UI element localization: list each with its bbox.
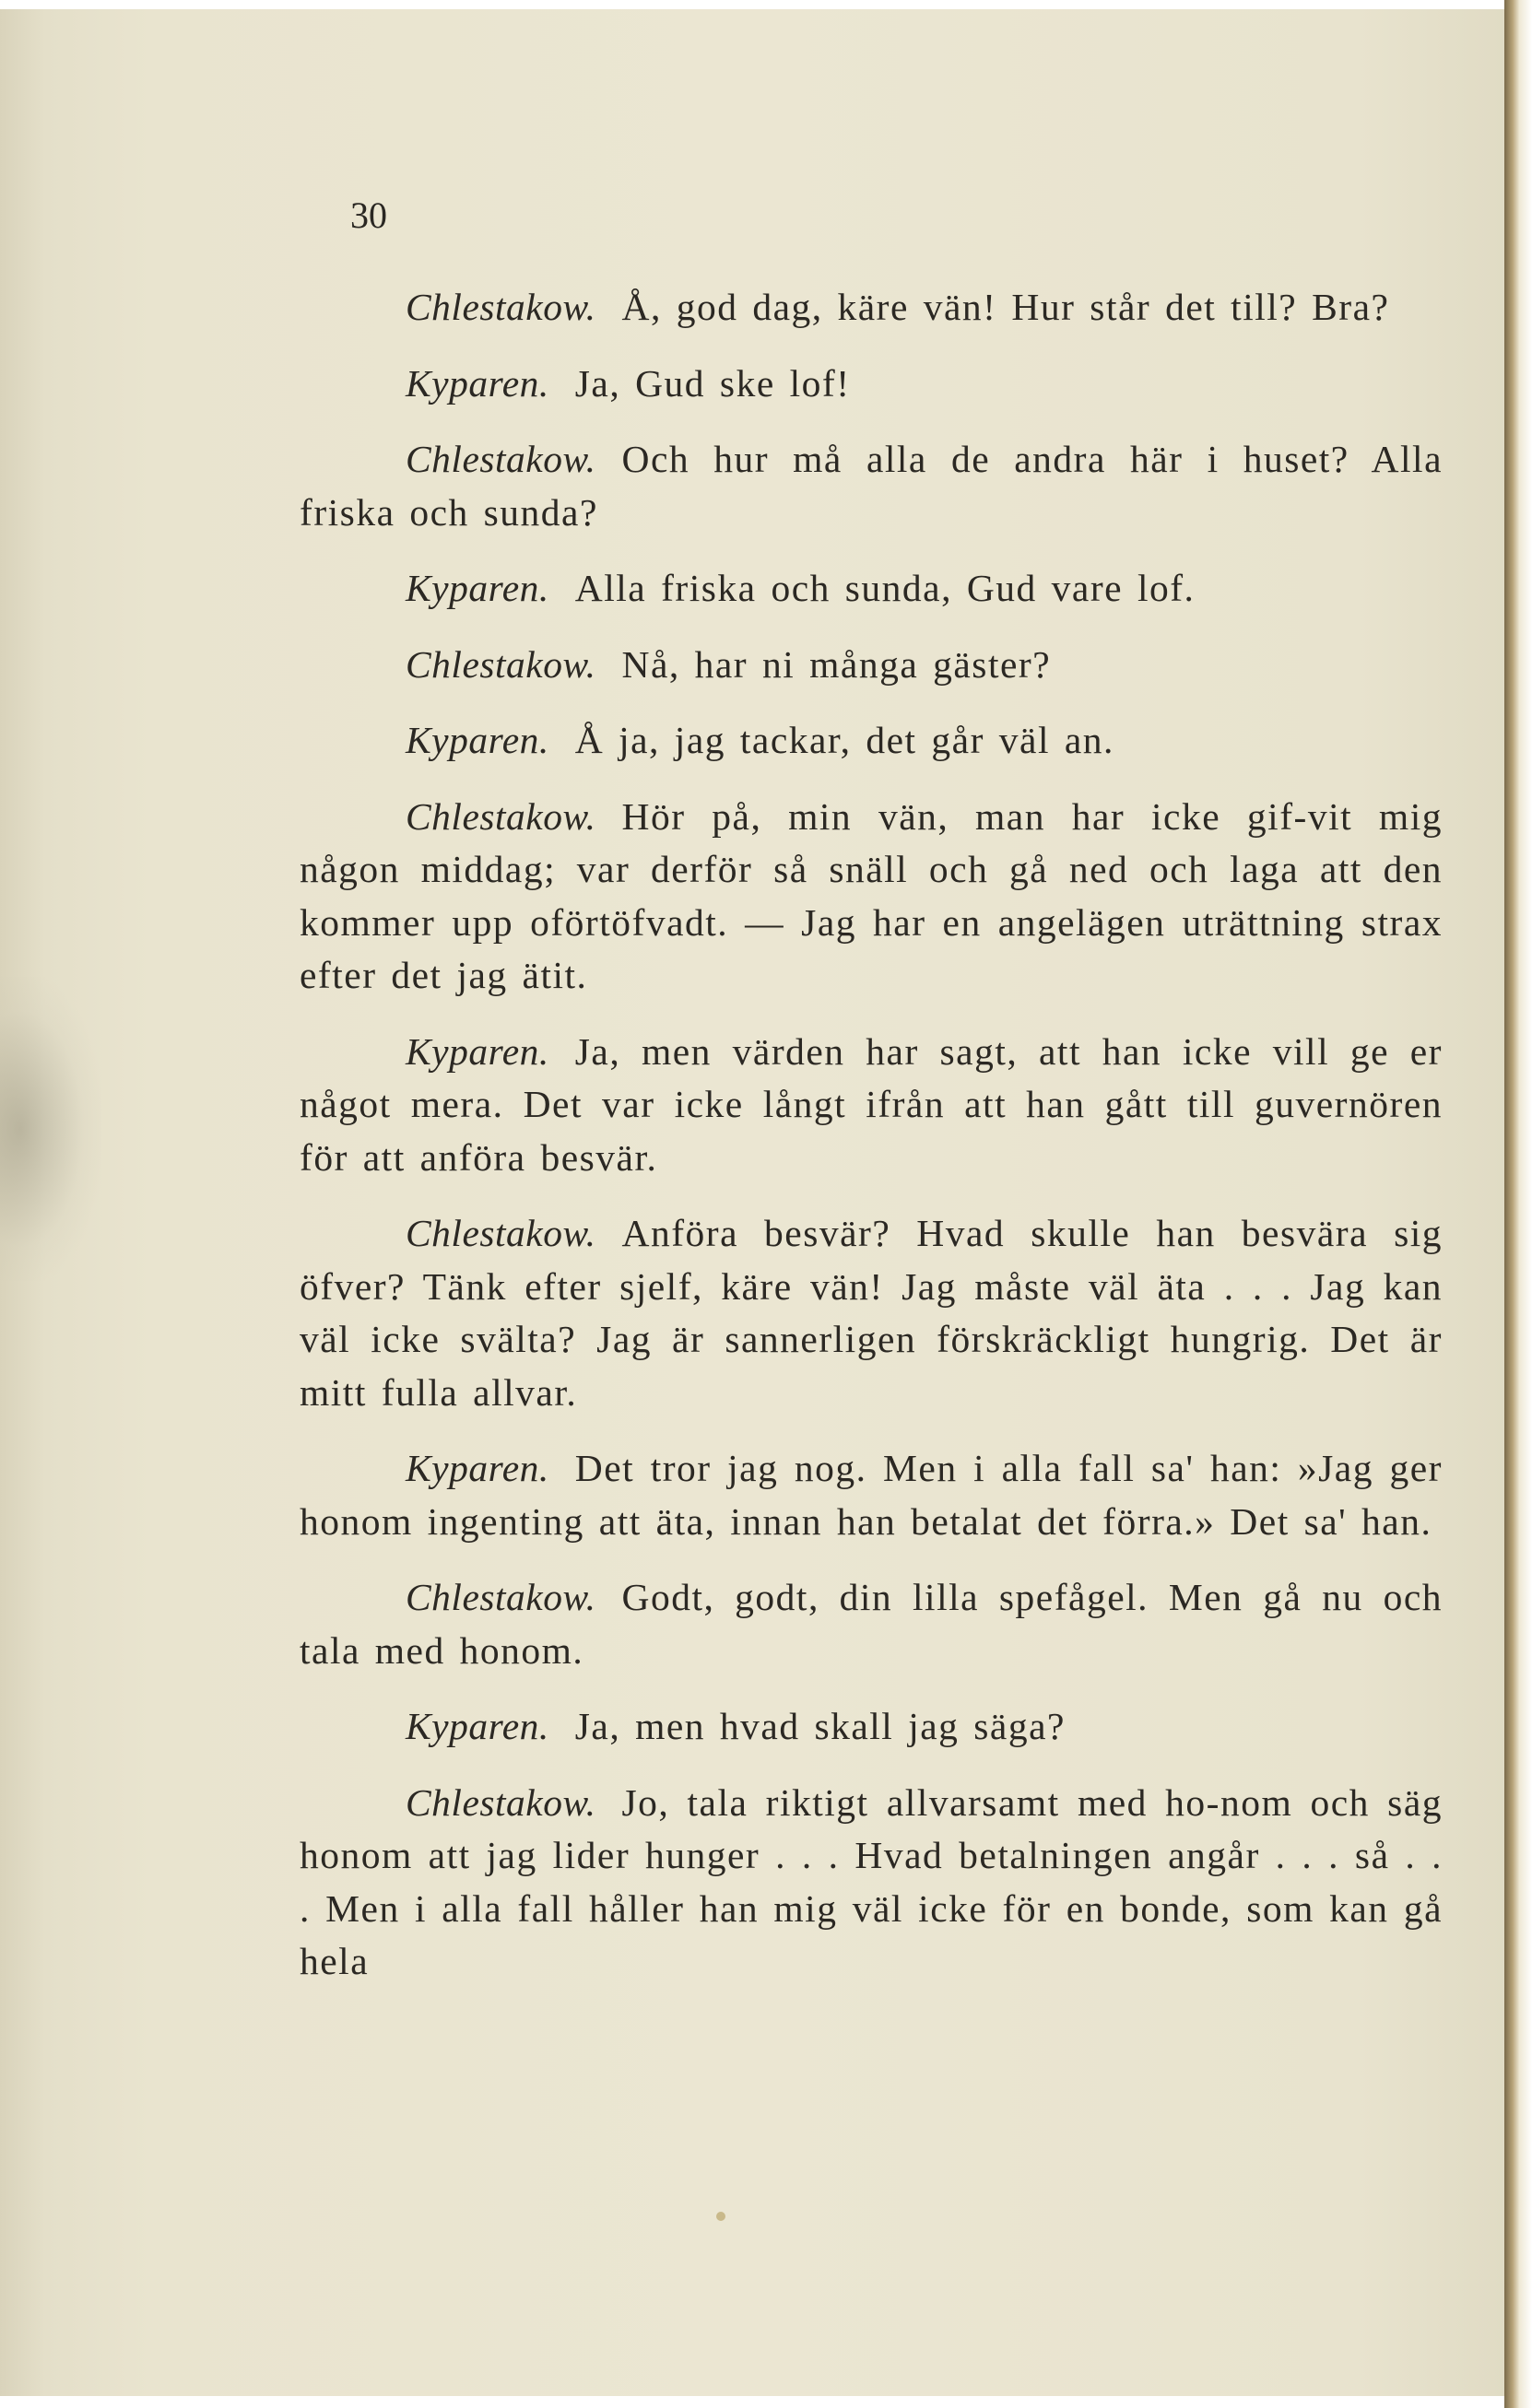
speech-text: Jo, tala riktigt allvarsamt med ho-nom och säg honom att jag lider hunger . . . Hvad betalningen angår . . . så . . . Men i alla fall håller han mig väl icke för en bonde, som kan gå hela <box>300 1780 1443 1982</box>
dialogue-line <box>300 639 1443 692</box>
dialogue-line <box>300 1442 1443 1548</box>
dialogue-line <box>300 1026 1443 1185</box>
speech-text: Godt, godt, din lilla spefågel. Men gå nu och tala med honom. <box>300 1576 1443 1672</box>
page-fold-shadow <box>0 977 101 1281</box>
speaker-name: Chlestakow. <box>406 438 596 480</box>
speech-text: Alla friska och sunda, Gud vare lof. <box>574 567 1196 609</box>
page-text <box>300 281 1443 2012</box>
speaker-name: Kyparen. <box>406 1705 549 1747</box>
speaker-name: Chlestakow. <box>406 1780 596 1824</box>
speech-text: Och hur må alla de andra här i huset? Alla friska och sunda? <box>300 438 1443 534</box>
speech-text: Det tror jag nog. Men i alla fall sa' han: »Jag ger honom ingenting att äta, innan han betalat det förra.» Det sa' han. <box>300 1447 1443 1543</box>
page-number: 30 <box>350 194 387 236</box>
dialogue-line <box>300 791 1443 1003</box>
page-edge <box>1504 0 1532 2408</box>
speaker-name: Chlestakow. <box>406 1576 596 1618</box>
dialogue-line <box>300 1700 1443 1754</box>
speaker-name: Kyparen. <box>406 1447 549 1489</box>
speaker-name: Kyparen. <box>406 719 549 761</box>
dialogue-line <box>300 1207 1443 1419</box>
dialogue-line <box>300 714 1443 768</box>
speaker-name: Chlestakow. <box>406 286 596 328</box>
dialogue-line <box>300 1571 1443 1677</box>
dialogue-line <box>300 281 1443 335</box>
speech-text: Ja, men hvad skall jag säga? <box>574 1705 1066 1747</box>
speaker-name: Chlestakow. <box>406 794 596 838</box>
speaker-name: Chlestakow. <box>406 1212 596 1254</box>
speech-text: Anföra besvär? Hvad skulle han besvära sig öfver? Tänk efter sjelf, käre vän! Jag måste väl äta . . . Jag kan väl icke svälta? Jag är sannerligen förskräckligt hungrig. Det är mitt fulla allvar. <box>300 1212 1443 1414</box>
speaker-name: Kyparen. <box>406 567 549 609</box>
speech-text: Å ja, jag tackar, det går väl an. <box>574 719 1114 761</box>
speech-text: Hör på, min vän, man har icke gif-vit mig någon middag; var derför så snäll och gå ned och laga att den kommer upp oförtöfvadt. — Jag har en angelägen uträttning strax efter det jag ätit. <box>300 794 1443 996</box>
dialogue-line <box>300 1777 1443 1989</box>
speaker-name: Chlestakow. <box>406 642 596 686</box>
dialogue-line <box>300 358 1443 411</box>
speech-text: Å, god dag, käre vän! Hur står det till? Bra? <box>621 286 1390 328</box>
ink-speck <box>716 2212 725 2221</box>
speech-text: Ja, Gud ske lof! <box>574 361 851 405</box>
speaker-name: Kyparen. <box>406 361 549 405</box>
dialogue-line <box>300 562 1443 616</box>
speech-text: Nå, har ni många gäster? <box>621 642 1052 686</box>
dialogue-line <box>300 433 1443 539</box>
speaker-name: Kyparen. <box>406 1029 549 1073</box>
speech-text: Ja, men värden har sagt, att han icke vill ge er något mera. Det var icke långt ifrån att han gått till guvernören för att anföra besvär. <box>300 1029 1443 1179</box>
